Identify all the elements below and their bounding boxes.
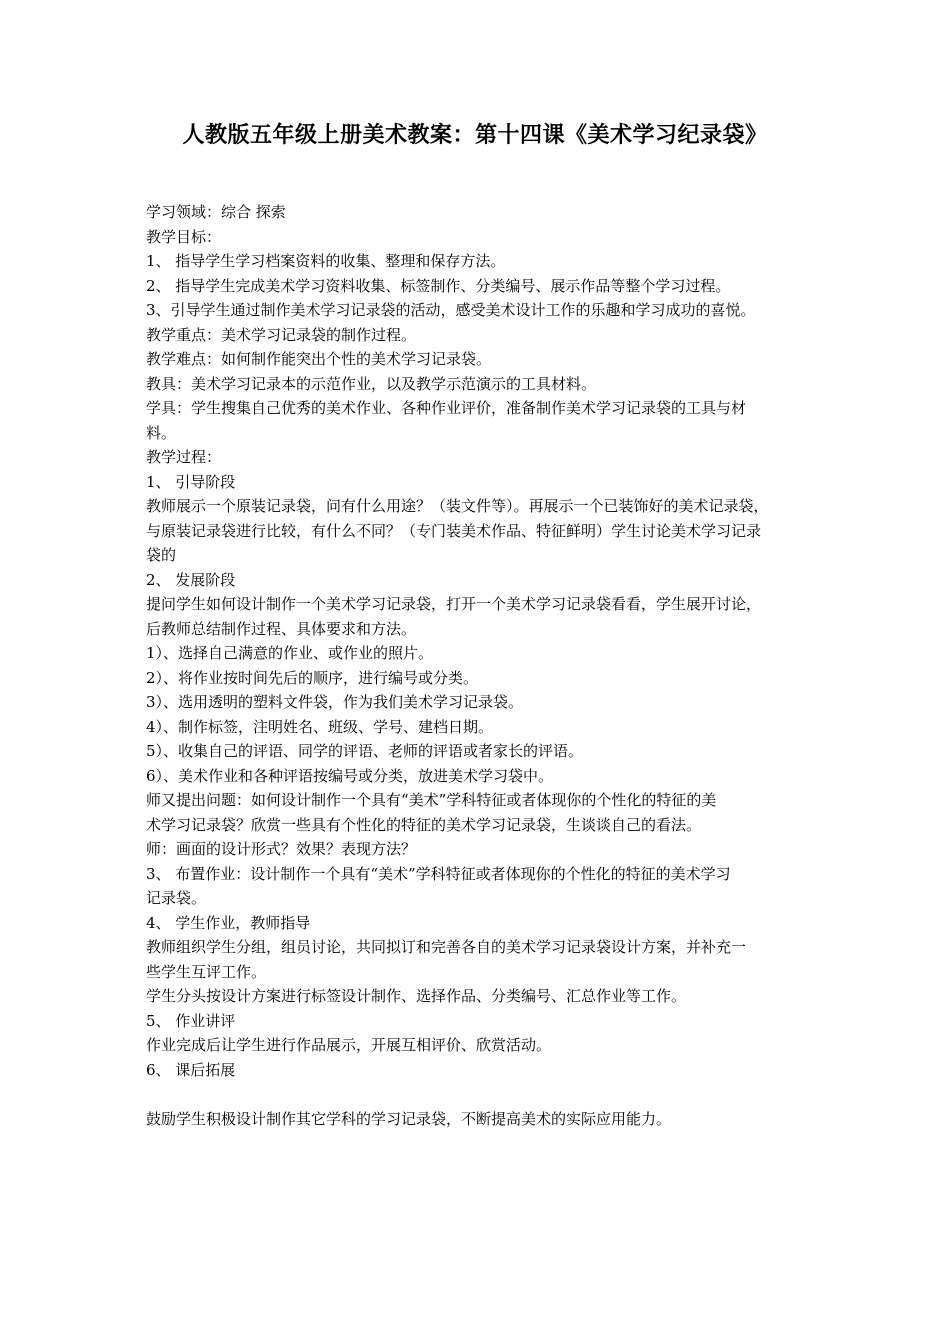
body-line: 教具：美术学习记录本的示范作业，以及教学示范演示的工具材料。 xyxy=(146,374,597,393)
body-line: 5）、收集自己的评语、同学的评语、老师的评语或者家长的评语。 xyxy=(146,742,584,760)
document-body xyxy=(146,200,818,1131)
body-line: 师又提出问题：如何设计制作一个具有“美术”学科特征或者体现你的个性化的特征的美 xyxy=(146,791,717,809)
body-line: 术学习记录袋？欣赏一些具有个性化的特征的美术学习记录袋，生谈谈自己的看法。 xyxy=(146,815,702,834)
body-line: 提问学生如何设计制作一个美术学习记录袋，打开一个美术学习记录袋看看，学生展开讨论， xyxy=(146,595,762,613)
body-line: 6、 课后拓展 xyxy=(146,1060,236,1079)
body-line: 料。 xyxy=(146,423,177,442)
body-line: 后教师总结制作过程、具体要求和方法。 xyxy=(146,619,417,638)
body-line: 1、 引导阶段 xyxy=(146,472,236,491)
body-line: 师：画面的设计形式？效果？表现方法？ xyxy=(146,840,417,858)
body-line: 2）、将作业按时间先后的顺序，进行编号或分类。 xyxy=(146,668,479,687)
body-line: 教师展示一个原装记录袋，问有什么用途？（装文件等）。再展示一个已装饰好的美术记录袋， xyxy=(146,497,769,515)
body-line: 学具：学生搜集自己优秀的美术作业、各种作业评价，准备制作美术学习记录袋的工具与材 xyxy=(146,399,747,417)
body-line: 2、 指导学生完成美术学习资料收集、标签制作、分类编号、展示作品等整个学习过程。 xyxy=(146,276,731,295)
body-line: 些学生互评工作。 xyxy=(146,962,267,981)
body-line: 记录袋。 xyxy=(146,889,207,907)
body-line: 教学过程： xyxy=(146,448,222,466)
body-line: 3、引导学生通过制作美术学习记录袋的活动，感受美术设计工作的乐趣和学习成功的喜悦。 xyxy=(146,301,756,319)
body-line: 3、 布置作业：设计制作一个具有“美术”学科特征或者体现你的个性化的特征的美术学习 xyxy=(146,864,731,883)
closing-paragraph: 鼓励学生积极设计制作其它学科的学习记录袋，不断提高美术的实际应用能力。 xyxy=(146,1109,672,1128)
body-line: 1、 指导学生学习档案资料的收集、整理和保存方法。 xyxy=(146,252,506,270)
body-line: 1）、选择自己满意的作业、或作业的照片。 xyxy=(146,644,434,662)
body-line: 5、 作业讲评 xyxy=(146,1011,236,1030)
body-line: 4、 学生作业，教师指导 xyxy=(146,913,311,932)
body-line: 教师组织学生分组，组员讨论，共同拟订和完善各自的美术学习记录袋设计方案，并补充一 xyxy=(146,938,747,956)
blank-line xyxy=(146,1082,818,1107)
body-line: 作业完成后让学生进行作品展示，开展互相评价、欣赏活动。 xyxy=(146,1036,552,1054)
body-line: 教学目标： xyxy=(146,227,222,246)
body-line: 学生分头按设计方案进行标签设计制作、选择作品、分类编号、汇总作业等工作。 xyxy=(146,987,687,1005)
body-line: 2、 发展阶段 xyxy=(146,570,236,589)
body-line: 袋的 xyxy=(146,546,177,564)
body-line: 教学难点：如何制作能突出个性的美术学习记录袋。 xyxy=(146,350,492,368)
body-line: 3）、选用透明的塑料文件袋，作为我们美术学习记录袋。 xyxy=(146,693,524,711)
document-title: 人教版五年级上册美术教案：第十四课《美术学习纪录袋》 xyxy=(182,122,768,148)
body-line: 4）、制作标签，注明姓名、班级、学号、建档日期。 xyxy=(146,717,494,736)
body-line: 6）、美术作业和各种评语按编号或分类，放进美术学习袋中。 xyxy=(146,766,554,785)
body-line: 教学重点：美术学习记录袋的制作过程。 xyxy=(146,325,417,344)
body-line: 学习领域：综合 探索 xyxy=(146,203,286,221)
body-line: 与原装记录袋进行比较，有什么不同？（专门装美术作品、特征鲜明）学生讨论美术学习记录 xyxy=(146,521,762,540)
